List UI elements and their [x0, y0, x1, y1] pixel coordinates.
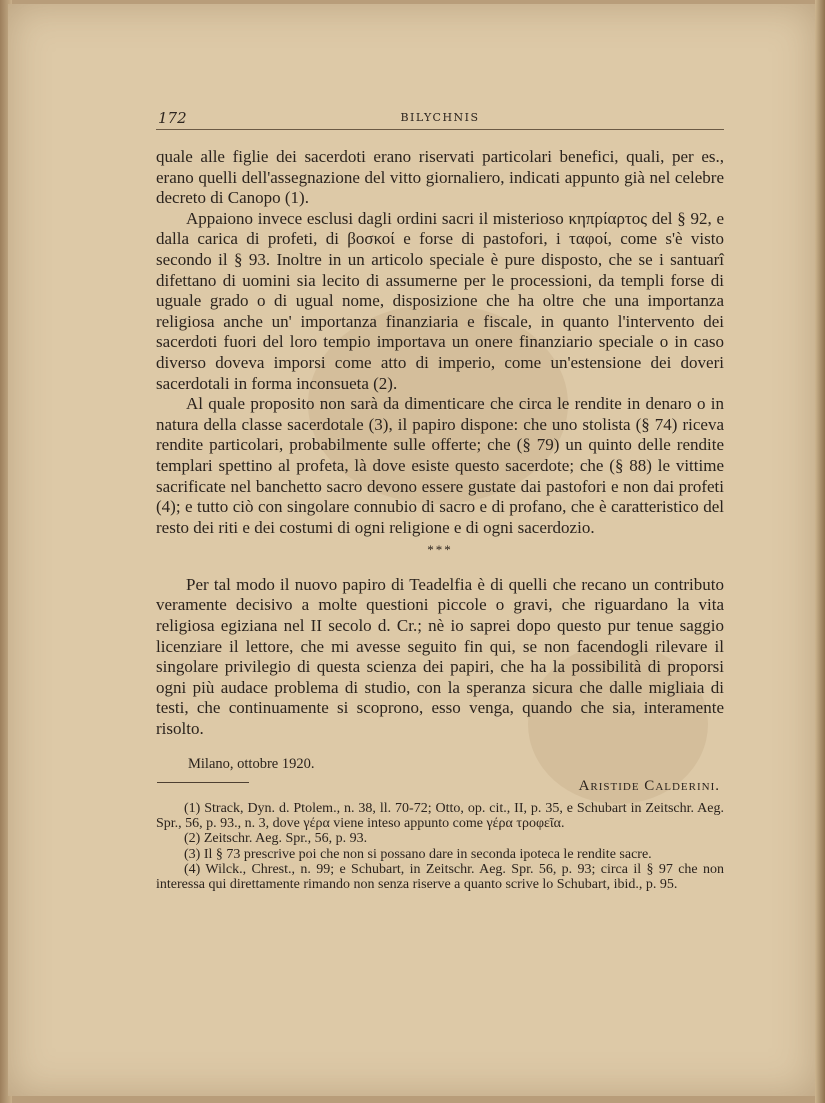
running-title: BILYCHNIS [400, 111, 480, 124]
paragraph: Appaiono invece esclusi dagli ordini sacri il misterioso κηπρίαρτος del § 92, e dalla carica di profeti, di βοσκοί e forse di pastofori, i ταφοί, come s'è visto secondo il § 93. Inoltre in un articolo speciale è pure disposto, che se i santuarî difettano di uomini sia lecito di assumerne per le processioni, da templi forse di uguale grado o di ugual nome, disposizione che ha oltre che una importanza religiosa anche un' importanza finanziaria e fiscale, in quanto l'intervento dei sacerdoti fuori del loro tempio importava un onere finanziario speciale o in caso diverso doveva imporsi come atto di imperio, come un'estensione dei doveri sacerdotali in forma inconsueta (2). [156, 208, 724, 393]
footnotes [156, 802, 724, 894]
author-signature: Aristide Calderini. [578, 778, 720, 795]
paragraph: Al quale proposito non sarà da dimenticare che circa le rendite in denaro o in natura della classe sacerdotale (3), il papiro dispone: che uno stolista (§ 74) riceva rendite particolari, probabilmente sulle offerte; che (§ 79) un quinto delle rendite templari spettino al profeta, là dove esiste questo sacerdote; che (§ 88) le vittime sacrificate nel banchetto sacro devono essere gustate dai pastofori e non dai profeti (4); e tutto ciò con singolare connubio di sacro e di profano, che è caratteristico del resto dei riti e dei costumi di ogni religione e di ogni sacerdozio. [156, 394, 724, 537]
footnote: (1) Strack, Dyn. d. Ptolem., n. 38, ll. 70-72; Otto, op. cit., II, p. 35, e Schubart in Zeitschr. Aeg. Spr., 56, p. 93., n. 3, dove γέρα viene inteso appunto come γέρα τροφεῖα. [156, 801, 724, 831]
footnote: (4) Wilck., Chrest., n. 99; e Schubart, in Zeitschr. Aeg. Spr. 56, p. 93; circa il § 97 che non interessa qui direttamente rimando non senza riserve a quanto scrive lo Schubart, ibid., p. 95. [156, 862, 724, 892]
page-right-edge [815, 0, 825, 1103]
footnote-rule [157, 782, 249, 783]
page-header [156, 109, 724, 130]
footnote: (2) Zeitschr. Aeg. Spr., 56, p. 93. [184, 831, 368, 847]
page-number: 172 [158, 109, 187, 127]
paragraph: quale alle figlie dei sacerdoti erano riservati particolari benefici, quali, per es., erano quelli dell'assegnazione del vitto giornaliero, indicati appunto già nel celebre decreto di Canopo (1). [156, 147, 724, 208]
section-separator: *** [427, 542, 453, 558]
footnote: (3) Il § 73 prescrive poi che non si possano dare in seconda ipoteca le rendite sacre. [184, 846, 652, 862]
paragraph: Per tal modo il nuovo papiro di Teadelfia è di quelli che recano un contributo veramente decisivo a molte questioni piccole o gravi, che riguardano la vita religiosa egiziana nel II secolo d. Cr.; nè io saprei dopo questo pur tenue saggio licenziare il lettore, che mi avesse seguito fin qui, se non facendogli rilevare il singolare privilegio di questa scienza dei papiri, che ha la possibilità di proporsi ogni più audace problema di studio, con la speranza sicura che dalle migliaia di testi, che continuamente si scoprono, esso venga, quando che sia, interamente risolto. [156, 574, 724, 739]
dateline: Milano, ottobre 1920. [188, 755, 315, 772]
main-text [156, 147, 724, 797]
